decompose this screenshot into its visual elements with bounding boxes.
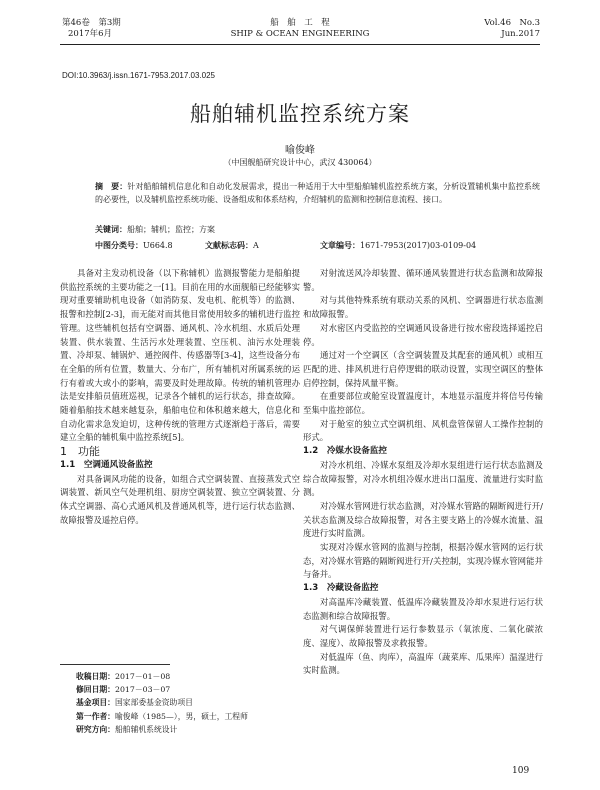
- keywords-label: 关键词：: [95, 225, 127, 234]
- footnote-received: 收稿日期：2017－01－08: [76, 672, 171, 681]
- doi: DOI:10.3963/j.issn.1671-7953.2017.03.025: [62, 71, 216, 80]
- body-left-column: [60, 267, 300, 527]
- document-code: 文献标志码：A: [205, 241, 259, 250]
- paragraph: 对射流送风冷却装置、循环通风装置进行状态监测和故障报警。: [303, 268, 543, 292]
- header-right: [484, 18, 540, 40]
- footnote-fund: 基金项目：国家部委基金资助项目: [76, 698, 193, 708]
- paragraph: 对低温库（鱼、肉库），高温库（蔬菜库、瓜果库）温湿进行实时监测。: [303, 651, 543, 676]
- abstract: [95, 180, 540, 206]
- footnote-author: 第一作者：喻俊峰（1985—），男，硕士，工程师: [76, 711, 248, 721]
- paragraph: 对水密区内受监控的空调通风设备进行按水密段选择遥控启停。: [303, 322, 543, 347]
- keywords: [95, 224, 540, 236]
- paragraph: 实现对冷媒水管网的监测与控制，根据冷媒水管网的运行状态，对冷媒水管路的隔断阀进行开/关控制，实现冷媒水管网能并与备并。: [303, 542, 543, 580]
- article-number: 文章编号：1671-7953(2017)03-0109-04: [320, 241, 477, 250]
- footnotes: [76, 670, 248, 736]
- paragraph: 对高温库冷藏装置、低温库冷藏装置及冷却水泵进行运行状态监测和综合故障报警。: [303, 596, 543, 621]
- volume-issue: 第46卷 第3期: [62, 18, 121, 28]
- footnote-research: 研究方向：船舶辅机系统设计: [76, 724, 178, 734]
- journal-cn: 船 舶 工 程: [270, 18, 330, 28]
- date-cn: 2017年6月: [68, 29, 113, 39]
- intro-paragraph: 具备对主发动机设备（以下称辅机）监测报警能力是船舶提供监控系统的主要功能之一[1]。目前在用的水面舰船已经能够实现对重要辅助机电设备（如消防泵、发电机、舵机等）的监测、报警和控制[2-3]，而无能对而其他目常使用较多的辅机进行监控管理。这些辅机包括有空调器、通风机、冷水机组、水质后处理装置、供水装置、生活污水处理装置、空压机、油污水处理装置、冷却泵、辅锅炉、通控阀件、传感器等[3-4]，这些设备分布在全船的所有位置，数量大、分布广，所有辅机对所属系统的运行有着或大或小的影响，需要及时处理故障。传统的辅机管理办法是安排船员值班巡视，记录各个辅机的运行状态，排查故障。随着船舶技术越来越复杂，船舶电位和体积越来越大，信息化和自动化需求急发迫切，这种传统的管理方式逐渐趋于落后，需要建立全船的辅机集中监控系统[5]。: [60, 268, 300, 443]
- volume-issue-en: Vol.46 No.3: [484, 18, 540, 28]
- paragraph: 对冷水机组、冷媒水泵组及冷却水泵组进行运行状态监测及综合故障报警，对冷水机组冷媒水进出口温度、流量进行实时监测。: [303, 459, 543, 498]
- footnote-revised: 修回日期：2017－03－07: [76, 685, 171, 695]
- author: 喻俊峰: [285, 145, 315, 156]
- paragraph: 对气调保鲜装置进行运行参数显示（氧浓度、二氧化碳浓度、湿度）、故障报警及求救报警。: [303, 624, 543, 648]
- date-en: Jun.2017: [501, 29, 540, 39]
- clc-number: 中图分类号：U664.8: [95, 241, 173, 250]
- subsection-heading-1-1: 1.1 空调通风设备监控: [60, 459, 153, 470]
- paragraph: 在重要部位或舱室设置温度计，本地显示温度并将信号传输至集中监控部位。: [303, 391, 543, 416]
- body-right-column: [303, 267, 543, 678]
- abstract-text: 针对船舶辅机信息化和自动化发展需求，提出一种适用于大中型船舶辅机监控系统方案，分析设置辅机集中监控系统的必要性，以及辅机监控系统功能、设备组成和体系结构，介绍辅机的监测和控制信息流程、接口。: [95, 182, 540, 204]
- subsection-heading-1-3: 1.3 冷藏设备监控: [303, 583, 379, 594]
- page-number: 109: [512, 766, 530, 776]
- affiliation: （中国舰船研究设计中心，武汉 430064）: [223, 158, 377, 167]
- header-rule: [60, 44, 540, 45]
- paragraph: 对与其他特殊系统有联动关系的风机、空调器进行状态监测和故障报警。: [303, 295, 543, 320]
- section-heading-1: 1 功能: [60, 445, 100, 459]
- paragraph: 通过对一个空调区（含空调装置及其配套的通风机）或相互匹配的进、排风机进行启停逻辑的联动设置，实现空调区的整体启停控制，保持风量平衡。: [303, 350, 543, 388]
- paragraph: 对于舱室的独立式空调机组、风机盘管保留人工操作控制的形式。: [303, 418, 543, 443]
- paragraph: 对冷媒水管网进行状态监测，对冷媒水管路的隔断阀进行开/关状态监测及综合故障报警，对各主要支路上的冷媒水流量、温度进行实时监测。: [303, 500, 543, 539]
- page-title: 船舶辅机监控系统方案: [190, 102, 410, 126]
- paragraph: 对具备调风功能的设备，如组合式空调装置、直接蒸发式空调装置、新风空气处理机组、厨房空调装置、独立空调装置、分体式空调器、高心式通风机及普通风机等，进行运行状态监测、故障报警及遥控启停。: [60, 473, 300, 525]
- subsection-heading-1-2: 1.2 冷媒水设备监控: [303, 446, 387, 457]
- abstract-label: 摘 要：: [95, 182, 128, 191]
- keywords-text: 船舶；辅机；监控；方案: [127, 225, 215, 234]
- footnote-rule: [60, 664, 170, 665]
- journal-en: SHIP & OCEAN ENGINEERING: [230, 29, 370, 39]
